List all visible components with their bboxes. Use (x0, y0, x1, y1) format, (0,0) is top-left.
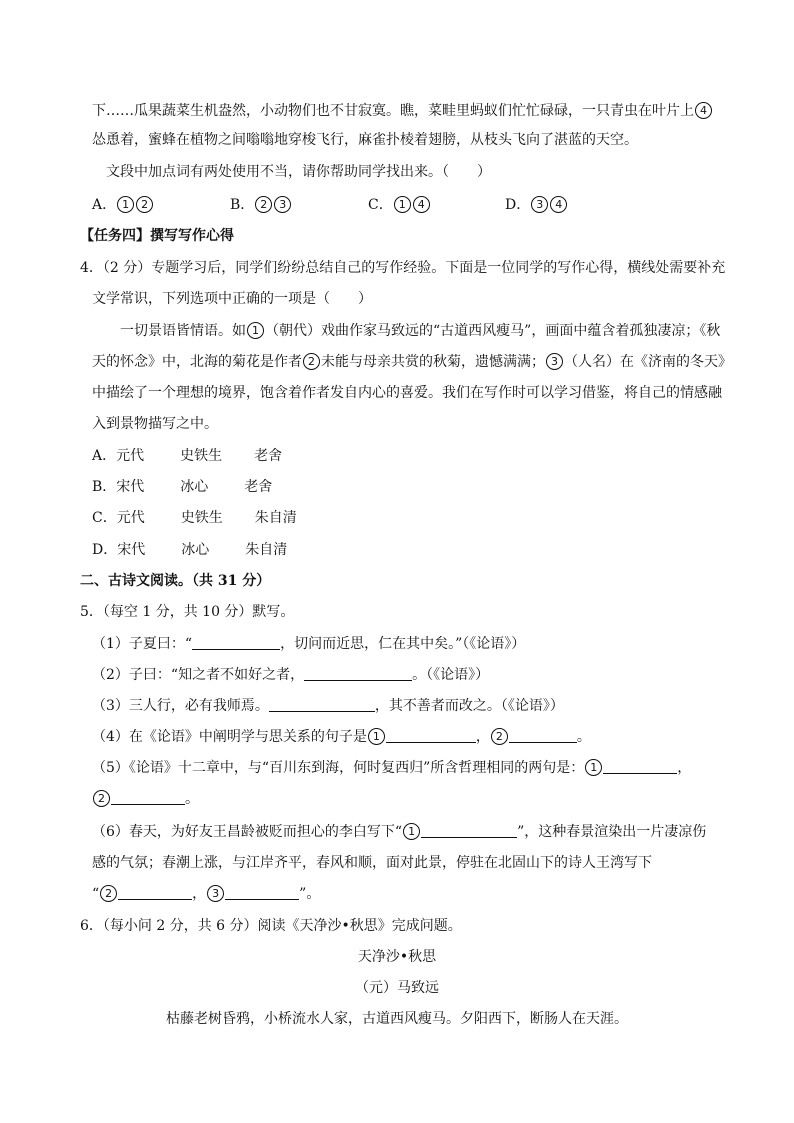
option-d (505, 195, 568, 215)
option-author: 冰心 (180, 479, 209, 495)
passage-line-2: 怂恿着，蜜蜂在植物之间嗡嗡地穿梭飞行，麻雀扑棱着翅膀，从枝头飞向了湛蓝的天空。 (92, 132, 638, 148)
task4-heading: 【任务四】撰写写作心得 (80, 228, 234, 244)
q5-item-3 (92, 696, 564, 716)
q5-item-6 (92, 822, 706, 842)
item-text: （2）子曰：“知之者不如好之者， (92, 667, 305, 683)
fill-blank[interactable] (421, 823, 517, 838)
item-text: （4）在《论语》中阐明学与思关系的句子是 (92, 729, 367, 745)
passage-text: 下……瓜果蔬菜生机盎然，小动物们也不甘寂寞。瞧，菜畦里蚂蚁们忙忙碌碌，一只青虫在叶片上 (92, 103, 694, 119)
fill-blank[interactable] (269, 697, 375, 712)
circle-number: 3 (207, 885, 224, 902)
item-text: 。 (576, 729, 591, 745)
marker-4: 4 (695, 102, 712, 119)
item-text: 。（《论语》） (412, 667, 490, 683)
q6-heading: 6．（每小问 2 分，共 6 分）阅读《天净沙•秋思》完成问题。 (80, 918, 462, 934)
option-author2: 朱自清 (245, 542, 288, 558)
q5-heading: 5．（每空 1 分，共 10 分）默写。 (80, 604, 295, 620)
poem-body: 枯藤老树昏鸦，小桥流水人家，古道西风瘦马。夕阳西下，断肠人在天涯。 (166, 1011, 628, 1027)
q5-item-5-cont (92, 789, 199, 809)
fill-blank[interactable] (118, 885, 192, 900)
circle-number: 2 (255, 196, 272, 213)
para-text: 天的怀念》中，北海的菊花是作者 (92, 354, 302, 370)
option-letter: C． (368, 197, 393, 213)
option-letter: A． (92, 197, 117, 213)
para-text: （人名）在《济南的冬天》 (564, 354, 732, 370)
option-era: 元代 (116, 448, 145, 464)
q5-item-6-line-2: 感的气氛；春潮上涨，与江岸齐平，春风和顺，面对此景，停驻在北固山下的诗人王湾写下 (92, 855, 652, 871)
item-text: （3）三人行，必有我师焉。 (92, 698, 269, 714)
circle-number: 3 (274, 196, 291, 213)
q4-para-line-3: 中描绘了一个理想的境界，饱含着作者发自内心的喜爱。我们在写作时可以学习借鉴，将自己的情感融 (92, 385, 722, 401)
option-author2: 老舍 (254, 448, 283, 464)
fill-blank[interactable] (111, 790, 185, 805)
q4-para-line-1 (120, 321, 720, 341)
option-letter: B． (230, 197, 255, 213)
q4-para-line-4: 入到景物描写之中。 (92, 416, 218, 432)
fill-blank[interactable] (509, 728, 577, 743)
q4-option-d (92, 540, 287, 560)
circle-number: 4 (413, 196, 430, 213)
q4-option-c (92, 508, 297, 528)
marker-1: 1 (247, 322, 264, 339)
q4-para-line-2 (92, 352, 732, 372)
q4-option-a (92, 446, 282, 466)
item-text: ， (475, 729, 490, 745)
marker-2: 2 (303, 353, 320, 370)
circle-number: 1 (117, 196, 134, 213)
option-letter: B． (92, 479, 117, 495)
passage-line-1 (92, 101, 713, 121)
option-author2: 朱自清 (254, 510, 297, 526)
q4-option-b (92, 477, 272, 497)
fill-blank[interactable] (192, 635, 280, 650)
option-author: 史铁生 (180, 448, 223, 464)
item-text: ”。 (299, 886, 321, 902)
option-era: 宋代 (117, 542, 146, 558)
circle-number: 2 (491, 728, 508, 745)
marker-3: 3 (546, 353, 563, 370)
item-text: ， (677, 760, 692, 776)
item-text: （6）春天，为好友王昌龄被贬而担心的李白写下“ (92, 824, 403, 840)
circle-number: 1 (394, 196, 411, 213)
fill-blank[interactable] (225, 885, 299, 900)
item-text: （1）子夏曰：“ (92, 636, 193, 652)
option-author2: 老舍 (244, 479, 273, 495)
para-text: （朝代）戏曲作家马致远的“古道西风瘦马”，画面中蕴含着孤独凄凉；《秋 (265, 323, 721, 339)
option-letter: D． (92, 542, 118, 558)
option-b (230, 195, 292, 215)
option-author: 冰心 (181, 542, 210, 558)
fill-blank[interactable] (386, 728, 476, 743)
poem-author: （元）马致远 (355, 980, 439, 996)
q5-item-5 (92, 758, 691, 778)
option-c (368, 195, 431, 215)
para-text: 一切景语皆情语。如 (120, 323, 246, 339)
section2-heading: 二、古诗文阅读。（共 31 分） (80, 573, 271, 589)
question-prompt: 文段中加点词有两处使用不当，请你帮助同学找出来。（ ） (106, 164, 491, 180)
option-letter: A． (92, 448, 117, 464)
option-a (92, 195, 154, 215)
item-text: ， (192, 886, 207, 902)
circle-number: 2 (136, 196, 153, 213)
circle-number: 1 (368, 728, 385, 745)
circle-number: 4 (550, 196, 567, 213)
item-text: （5）《论语》十二章中，与“百川东到海，何时复西归”所含哲理相同的两句是： (92, 760, 585, 776)
q5-item-6-line-3 (92, 884, 320, 904)
q4-line-2: 文学常识，下列选项中正确的一项是（ ） (92, 291, 372, 307)
item-text: “ (92, 886, 100, 902)
option-era: 元代 (116, 510, 145, 526)
item-text: ，其不善者而改之。（《论语》） (374, 698, 564, 714)
circle-number: 2 (100, 885, 117, 902)
circle-number: 2 (93, 790, 110, 807)
item-text: ，切问而近思，仁在其中矣。”（《论语》） (280, 636, 526, 652)
poem-title: 天净沙•秋思 (357, 949, 437, 965)
circle-number: 3 (531, 196, 548, 213)
item-text: 。 (185, 791, 199, 807)
option-letter: C． (92, 510, 117, 526)
circle-number: 1 (585, 759, 602, 776)
fill-blank[interactable] (304, 666, 412, 681)
item-text: ”，这种春景渲染出一片凄凉伤 (517, 824, 707, 840)
fill-blank[interactable] (603, 759, 677, 774)
q5-item-2 (92, 665, 489, 685)
q5-item-1 (92, 634, 525, 654)
q5-item-4 (92, 727, 591, 747)
option-era: 宋代 (116, 479, 145, 495)
para-text: 未能与母亲共赏的秋菊，遗憾满满； (321, 354, 545, 370)
option-author: 史铁生 (180, 510, 223, 526)
circle-number: 1 (403, 823, 420, 840)
option-letter: D． (505, 197, 531, 213)
q4-line-1: 4．（2 分）专题学习后，同学们纷纷总结自己的写作经验。下面是一位同学的写作心得，横线处需要补充 (80, 260, 726, 276)
